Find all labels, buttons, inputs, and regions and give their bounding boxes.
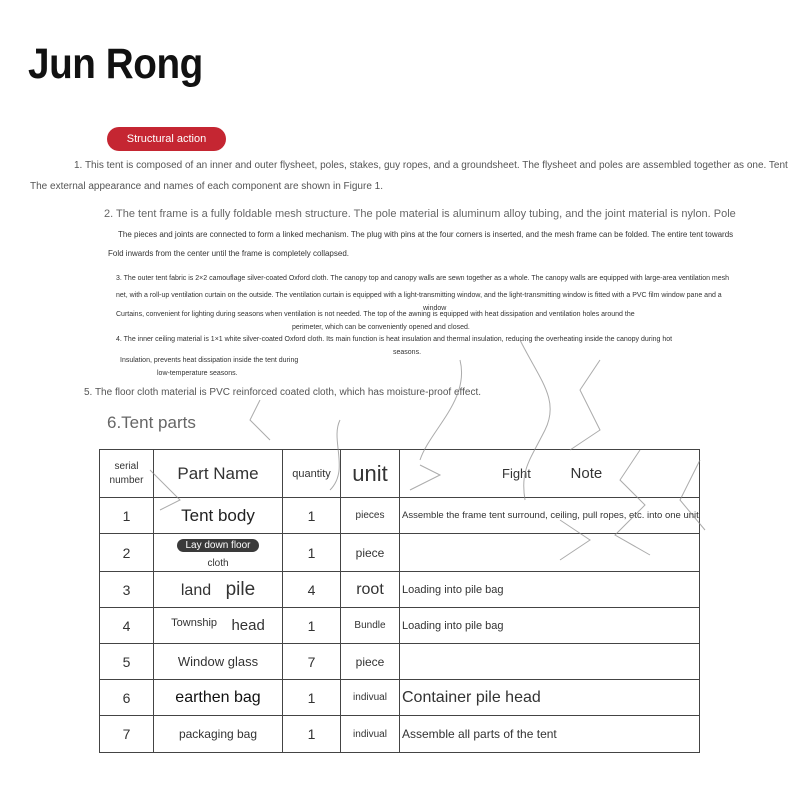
- header-note-note: Note: [570, 465, 603, 482]
- header-note-fight: Fight: [502, 466, 531, 481]
- cell-quantity: 7: [283, 644, 341, 680]
- header-serial: [100, 450, 154, 498]
- cell-unit: indivual: [341, 716, 400, 753]
- cell-part-name: Tent body: [154, 498, 283, 534]
- cell-note: [400, 534, 700, 572]
- paragraph-2-line-1: 2. The tent frame is a fully foldable mesh structure. The pole material is aluminum alloy tubing, and the joint material is nylon. Pole: [104, 208, 736, 220]
- cell-unit: indivual: [341, 680, 400, 716]
- cell-part-name-line-2: cloth: [207, 557, 229, 569]
- header-unit: unit: [341, 450, 400, 498]
- cell-note: Loading into pile bag: [400, 572, 700, 608]
- cell-note: Loading into pile bag: [400, 608, 700, 644]
- paragraph-4-line-3: Insulation, prevents heat dissipation inside the tent during: [120, 357, 299, 364]
- table-header-row: [100, 450, 700, 498]
- cell-part-name: packaging bag: [154, 716, 283, 753]
- table-row: [100, 644, 700, 680]
- table-row: [100, 534, 700, 572]
- table-row: [100, 680, 700, 716]
- cell-note: Assemble the frame tent surround, ceiling, pull ropes, etc. into one unit: [400, 498, 700, 534]
- cell-serial: 4: [100, 608, 154, 644]
- cell-unit: pieces: [341, 498, 400, 534]
- table-row: [100, 498, 700, 534]
- paragraph-3-line-4: perimeter, which can be conveniently opened and closed.: [292, 324, 470, 331]
- paragraph-3-line-1: 3. The outer tent fabric is 2×2 camouflage silver-coated Oxford cloth. The canopy top and canopy walls are sewn together as a whole. The canopy walls are equipped with large-area ventilation mesh: [116, 275, 730, 282]
- cell-part-name-word-2: pile: [225, 578, 256, 600]
- cell-part-name-word-2: head: [231, 616, 265, 634]
- header-quantity: quantity: [283, 450, 341, 498]
- header-part-name: Part Name: [154, 450, 283, 498]
- cell-unit: Bundle: [341, 608, 400, 644]
- header-serial-line-1: serial: [114, 460, 139, 472]
- paragraph-4-line-1: 4. The inner ceiling material is 1×1 white silver-coated Oxford cloth. Its main function is heat insulation and thermal insulation, reducing the overheating inside the canopy during hot: [116, 336, 673, 343]
- paragraph-4-line-2: seasons.: [393, 349, 422, 356]
- cell-note: Assemble all parts of the tent: [400, 716, 700, 753]
- cell-note: Container pile head: [400, 680, 700, 716]
- header-note: [400, 450, 700, 498]
- cell-part-name-word-1: land: [180, 581, 212, 599]
- cell-part-name-line-1: Lay down floor: [177, 539, 258, 552]
- cell-part-name: [154, 608, 283, 644]
- cell-quantity: 1: [283, 680, 341, 716]
- cell-serial: 6: [100, 680, 154, 716]
- cell-serial: 7: [100, 716, 154, 753]
- cell-serial: 5: [100, 644, 154, 680]
- cell-part-name-word-1: Township: [171, 616, 218, 629]
- cell-unit: piece: [341, 534, 400, 572]
- paragraph-1-line-2: The external appearance and names of each component are shown in Figure 1.: [30, 181, 383, 192]
- cell-note: [400, 644, 700, 680]
- cell-part-name: Window glass: [154, 644, 283, 680]
- cell-quantity: 1: [283, 534, 341, 572]
- paragraph-4-line-4: low-temperature seasons.: [157, 370, 238, 377]
- header-serial-line-2: number: [109, 474, 144, 486]
- brand-title: Jun Rong: [28, 40, 203, 88]
- paragraph-2-line-2: The pieces and joints are connected to form a linked mechanism. The plug with pins at the four corners is inserted, and the mesh frame can be folded. The entire tent towards: [118, 230, 734, 239]
- cell-part-name: earthen bag: [154, 680, 283, 716]
- cell-quantity: 4: [283, 572, 341, 608]
- cell-unit: root: [341, 572, 400, 608]
- paragraph-2-line-3: Fold inwards from the center until the frame is completely collapsed.: [108, 249, 349, 258]
- cell-serial: 2: [100, 534, 154, 572]
- table-row: [100, 608, 700, 644]
- paragraph-1-line-1: 1. This tent is composed of an inner and outer flysheet, poles, stakes, guy ropes, and a groundsheet. The flysheet and poles are assembled together as one. Tent: [74, 160, 788, 171]
- cell-serial: 1: [100, 498, 154, 534]
- paragraph-5: 5. The floor cloth material is PVC reinforced coated cloth, which has moisture-proof effect.: [84, 387, 482, 398]
- section-title: 6.Tent parts: [107, 413, 196, 432]
- tent-parts-table: [99, 449, 700, 753]
- paragraph-3-line-2: net, with a roll-up ventilation curtain on the outside. The ventilation curtain is equipped with a light-transmitting window, and the light-transmitting window is fitted with a PVC film window pane and a: [116, 292, 722, 299]
- cell-part-name: [154, 572, 283, 608]
- cell-quantity: 1: [283, 498, 341, 534]
- table-row: [100, 716, 700, 753]
- paragraph-3-window-word: window: [423, 305, 447, 312]
- cell-quantity: 1: [283, 608, 341, 644]
- cell-part-name: [154, 534, 283, 572]
- cell-serial: 3: [100, 572, 154, 608]
- cell-unit: piece: [341, 644, 400, 680]
- section-badge: Structural action: [107, 127, 226, 151]
- cell-quantity: 1: [283, 716, 341, 753]
- table-row: [100, 572, 700, 608]
- paragraph-3-line-3: Curtains, convenient for lighting during seasons when ventilation is not needed. The top of the awning is equipped with heat dissipation and ventilation holes around the: [116, 311, 635, 318]
